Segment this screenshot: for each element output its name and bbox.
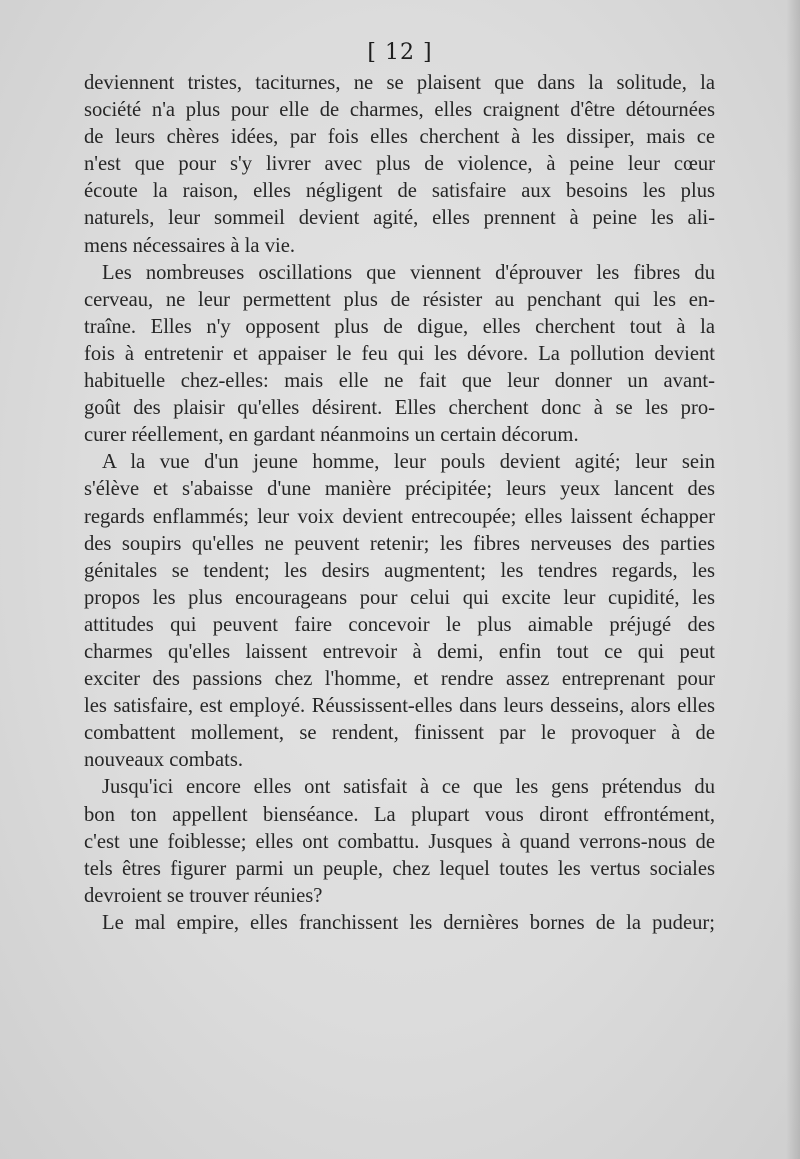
text-line: fois à entretenir et appaiser le feu qui les dévore. La pollution devient bbox=[84, 342, 715, 365]
text-line: nouveaux combats. bbox=[84, 749, 243, 772]
text-line: c'est une foiblesse; elles ont combattu. Jusques à quand verrons-nous de bbox=[84, 830, 715, 853]
paragraph-2 bbox=[84, 260, 715, 450]
text-line: s'élève et s'abaisse d'une manière précipitée; leurs yeux lancent des bbox=[84, 478, 715, 501]
text-line: propos les plus encourageans pour celui qui excite leur cupidité, les bbox=[84, 586, 715, 609]
text-line: Le mal empire, elles franchissent les dernières bornes de la pudeur; bbox=[102, 911, 715, 934]
text-line: les satisfaire, est employé. Réussissent-elles dans leurs desseins, alors elles bbox=[84, 695, 715, 718]
paragraph-4 bbox=[84, 774, 715, 909]
text-line: n'est que pour s'y livrer avec plus de violence, à peine leur cœur bbox=[84, 153, 715, 176]
text-line: traîne. Elles n'y opposent plus de digue, elles cherchent tout à la bbox=[84, 315, 715, 338]
paragraph-1 bbox=[84, 70, 715, 260]
text-line: deviennent tristes, taciturnes, ne se plaisent que dans la solitude, la bbox=[84, 72, 715, 94]
text-line: écoute la raison, elles négligent de satisfaire aux besoins les plus bbox=[84, 180, 715, 203]
text-line: cerveau, ne leur permettent plus de résister au penchant qui les en- bbox=[84, 288, 715, 311]
text-line: exciter des passions chez l'homme, et rendre assez entreprenant pour bbox=[84, 668, 715, 691]
text-line: curer réellement, en gardant néanmoins un certain décorum. bbox=[84, 424, 579, 447]
text-line: charmes qu'elles laissent entrevoir à demi, enfin tout ce qui peut bbox=[84, 640, 715, 663]
page-number: [ 12 ] bbox=[367, 40, 433, 65]
text-line: tels êtres figurer parmi un peuple, chez lequel toutes les vertus sociales bbox=[84, 857, 715, 880]
page-edge-shadow bbox=[786, 0, 800, 1159]
text-line: de leurs chères idées, par fois elles cherchent à les dissiper, mais ce bbox=[84, 126, 715, 149]
text-line: Les nombreuses oscillations que viennent d'éprouver les fibres du bbox=[102, 261, 715, 284]
body-text bbox=[84, 70, 715, 937]
text-line: regards enflammés; leur voix devient entrecoupée; elles laissent échapper bbox=[84, 505, 715, 528]
text-line: des soupirs qu'elles ne peuvent retenir; les fibres nerveuses des parties bbox=[84, 532, 715, 555]
text-line: naturels, leur sommeil devient agité, elles prennent à peine les ali- bbox=[84, 207, 715, 230]
text-line: société n'a plus pour elle de charmes, elles craignent d'être détournées bbox=[84, 99, 715, 122]
text-line: attitudes qui peuvent faire concevoir le plus aimable préjugé des bbox=[84, 613, 715, 636]
text-line: goût des plaisir qu'elles désirent. Elles cherchent donc à se les pro- bbox=[84, 397, 715, 420]
text-line: génitales se tendent; les desirs augmentent; les tendres regards, les bbox=[84, 559, 715, 582]
text-line: combattent mollement, se rendent, finissent par le provoquer à de bbox=[84, 722, 715, 745]
text-line: habituelle chez-elles: mais elle ne fait que leur donner un avant- bbox=[84, 370, 715, 393]
paragraph-5 bbox=[84, 910, 715, 937]
text-line: devroient se trouver réunies? bbox=[84, 884, 323, 907]
text-line: Jusqu'ici encore elles ont satisfait à ce que les gens prétendus du bbox=[102, 776, 715, 799]
text-line: A la vue d'un jeune homme, leur pouls devient agité; leur sein bbox=[102, 451, 715, 474]
text-line: mens nécessaires à la vie. bbox=[84, 234, 295, 257]
paragraph-3 bbox=[84, 449, 715, 774]
text-line: bon ton appellent bienséance. La plupart vous diront effrontément, bbox=[84, 803, 715, 826]
